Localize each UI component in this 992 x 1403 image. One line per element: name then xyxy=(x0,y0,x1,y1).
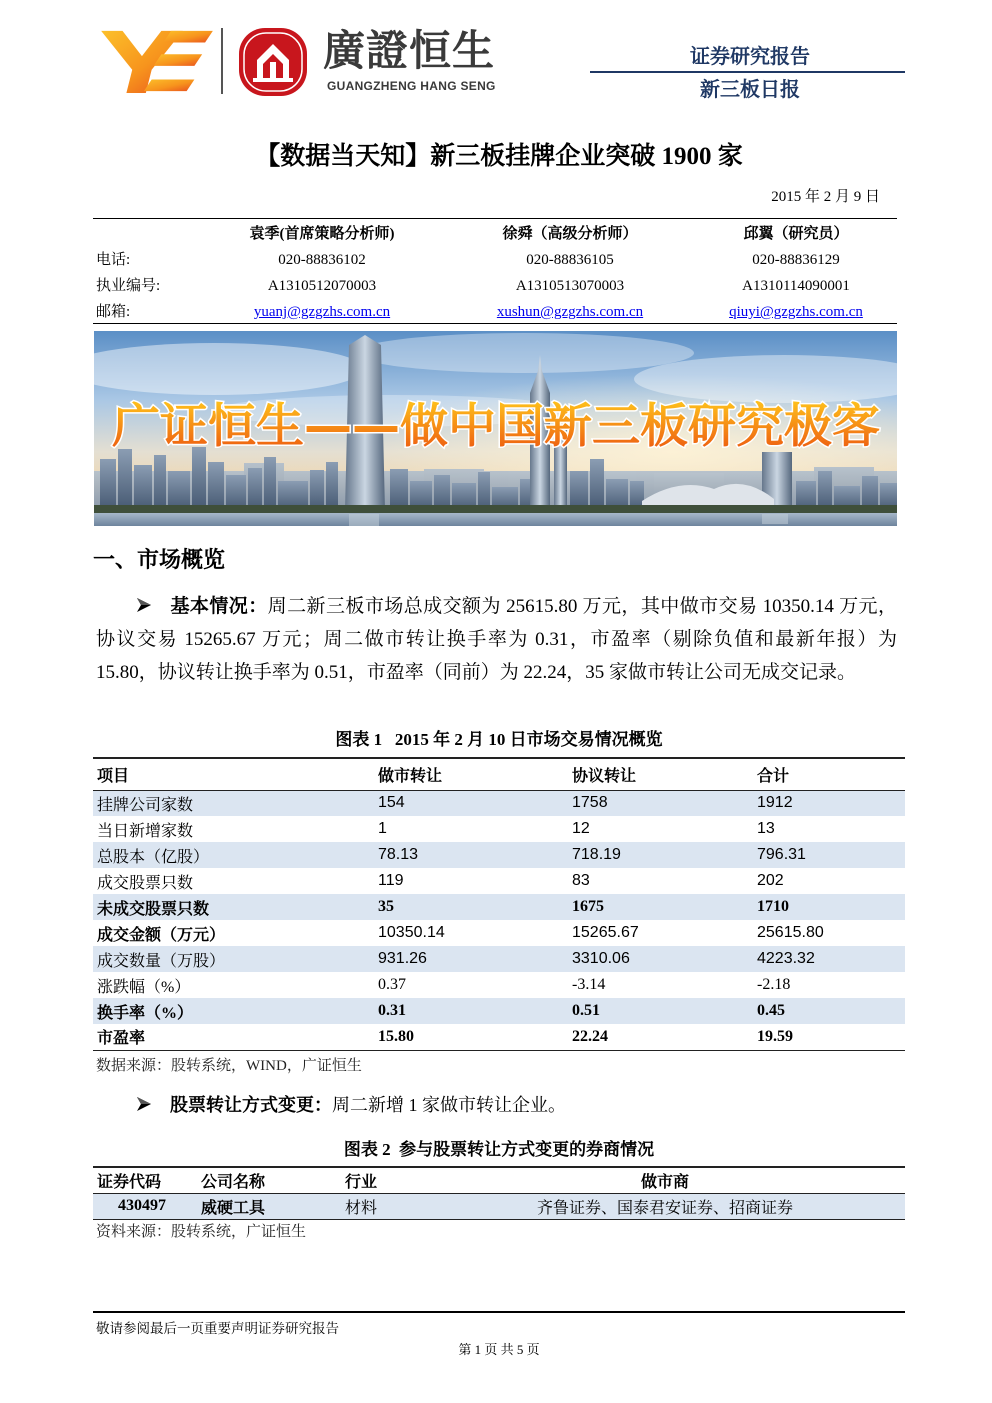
column-header: 合计 xyxy=(757,767,790,785)
email-cell xyxy=(460,299,680,325)
change-paragraph xyxy=(96,1090,897,1120)
market-making-cell: 154 xyxy=(378,794,405,812)
total-cell: 796.31 xyxy=(757,846,806,863)
row-label: 涨跌幅（%） xyxy=(97,978,191,996)
table2-caption: 图表 2 参与股票转让方式变更的券商情况 xyxy=(343,1140,655,1159)
table-row xyxy=(93,894,905,920)
market-making-cell: 1 xyxy=(378,820,387,837)
agreement-cell: 15265.67 xyxy=(572,924,639,941)
table-row xyxy=(93,1193,905,1219)
agreement-cell: 12 xyxy=(572,820,590,837)
arrow-bullet-icon xyxy=(136,591,152,607)
table-row xyxy=(93,946,905,972)
table2-source: 资料来源：股转系统，广证恒生 xyxy=(96,1224,307,1240)
market-making-cell: 0.31 xyxy=(378,1002,406,1019)
market-making-cell: 10350.14 xyxy=(378,924,445,941)
market-making-cell: 931.26 xyxy=(378,950,427,967)
row-label: 换手率（%） xyxy=(97,1004,194,1022)
section-heading: 一、市场概览 xyxy=(93,547,226,572)
logo-separator xyxy=(221,28,223,94)
analyst-phone: 020-88836129 xyxy=(752,252,840,268)
total-cell: 1912 xyxy=(757,794,793,812)
ye-logo-icon xyxy=(100,27,214,95)
banner-slogan: 广证恒生——做中国新三板研究极客 xyxy=(112,399,880,454)
page-number: 第 1 页 共 5 页 xyxy=(458,1342,540,1357)
logo-name-en: GUANGZHENG HANG SENG xyxy=(327,79,496,93)
banner-waterfront xyxy=(94,505,897,526)
row-label: 成交金额（万元） xyxy=(97,926,226,944)
table-row xyxy=(93,790,905,816)
analyst-email-link[interactable]: xushun@gzgzhs.com.cn xyxy=(496,304,644,320)
analyst-phone: 020-88836102 xyxy=(278,252,366,268)
total-cell: 1710 xyxy=(757,898,789,915)
column-header: 协议转让 xyxy=(572,767,637,785)
license-label: 执业编号: xyxy=(96,278,161,294)
seal-icon xyxy=(237,26,309,98)
total-cell: 25615.80 xyxy=(757,924,824,941)
analyst-license: A1310513070003 xyxy=(515,278,625,294)
analyst-phone: 020-88836105 xyxy=(526,252,614,268)
agreement-cell: 1675 xyxy=(572,898,604,915)
page-title: 【数据当天知】新三板挂牌企业突破 1900 家 xyxy=(255,143,743,170)
table-row xyxy=(93,920,905,946)
row-label: 未成交股票只数 xyxy=(97,900,210,918)
total-cell: 202 xyxy=(757,872,784,889)
table-row xyxy=(93,972,905,998)
phone-label: 电话: xyxy=(96,252,131,268)
table-row xyxy=(93,842,905,868)
arrow-bullet-icon xyxy=(136,1091,152,1107)
market-makers-cell: 齐鲁证券、国泰君安证券、招商证券 xyxy=(536,1199,793,1217)
table-row xyxy=(93,868,905,894)
email-cell xyxy=(212,299,432,325)
analyst-license: A1310114090001 xyxy=(742,278,850,294)
analyst-license: A1310512070003 xyxy=(267,278,377,294)
column-header: 行业 xyxy=(345,1173,378,1191)
analyst-email-link[interactable]: qiuyi@gzgzhs.com.cn xyxy=(729,304,863,320)
analyst-name: 袁季(首席策略分析师) xyxy=(249,226,395,242)
market-making-cell: 0.37 xyxy=(378,976,406,993)
agreement-cell: 22.24 xyxy=(572,1027,608,1045)
analyst-top-rule xyxy=(93,218,897,219)
row-label: 成交股票只数 xyxy=(97,874,194,892)
row-label: 成交数量（万股） xyxy=(97,952,226,970)
market-overview-table xyxy=(93,757,905,1051)
row-label: 挂牌公司家数 xyxy=(97,796,194,814)
overview-paragraph xyxy=(96,590,897,689)
report-date: 2015 年 2 月 9 日 xyxy=(771,189,880,205)
security-code-cell: 430497 xyxy=(118,1197,166,1214)
column-header: 项目 xyxy=(97,767,130,785)
total-cell: 19.59 xyxy=(757,1027,793,1045)
market-making-cell: 119 xyxy=(378,872,404,889)
change-text: 周二新增 1 家做市转让企业。 xyxy=(332,1095,566,1115)
total-cell: 13 xyxy=(757,820,775,837)
market-making-cell: 15.80 xyxy=(378,1027,414,1045)
footer-notice: 敬请参阅最后一页重要声明证券研究报告 xyxy=(96,1321,339,1336)
agreement-cell: -3.14 xyxy=(572,976,606,993)
analyst-email-link[interactable]: yuanj@gzgzhs.com.cn xyxy=(253,304,391,320)
agreement-cell: 0.51 xyxy=(572,1002,600,1019)
market-making-cell: 78.13 xyxy=(378,846,419,863)
email-cell xyxy=(686,299,906,325)
overview-label: 基本情况： xyxy=(170,596,268,617)
column-header: 做市商 xyxy=(640,1173,689,1191)
agreement-cell: 3310.06 xyxy=(572,950,630,967)
table1-caption: 图表 1 2015 年 2 月 10 日市场交易情况概览 xyxy=(335,730,663,749)
table-header-row xyxy=(93,758,905,790)
company-name-cell: 威硬工具 xyxy=(201,1199,266,1217)
agreement-cell: 83 xyxy=(572,872,590,889)
column-header: 证券代码 xyxy=(97,1173,162,1191)
broker-change-table xyxy=(93,1166,905,1220)
overview-text: 周二新三板市场总成交额为 25615.80 万元，其中做市交易 10350.14 万元，协议交易 15265.67 万元；周二做市转让换手率为 0.31，市盈率（剔除负值和最新年报）为 15.80，协议转让换手率为 0.51，市盈率（同前）为 22.24，35 家做市转让公司无成交记录。 xyxy=(96,596,897,683)
table-row xyxy=(93,1024,905,1050)
table-row xyxy=(93,998,905,1024)
total-cell: 0.45 xyxy=(757,1002,785,1019)
market-making-cell: 35 xyxy=(378,898,394,915)
report-series: 新三板日报 xyxy=(700,79,800,101)
banner-image xyxy=(94,331,897,526)
logo-name-cn: 廣證恒生 xyxy=(323,27,496,74)
table-row xyxy=(93,816,905,842)
change-label: 股票转让方式变更： xyxy=(170,1095,332,1115)
row-label: 总股本（亿股） xyxy=(97,848,210,866)
analyst-name: 邱翼（研究员） xyxy=(743,226,849,242)
table-header-row xyxy=(93,1167,905,1193)
report-type: 证券研究报告 xyxy=(690,46,810,68)
industry-cell: 材料 xyxy=(345,1199,378,1217)
column-header: 做市转让 xyxy=(378,767,443,785)
analyst-bottom-rule xyxy=(93,323,897,324)
table1-source: 数据来源：股转系统，WIND，广证恒生 xyxy=(96,1058,362,1074)
row-label: 市盈率 xyxy=(97,1030,146,1048)
header-rule xyxy=(590,71,905,73)
row-label: 当日新增家数 xyxy=(97,822,194,840)
email-label: 邮箱: xyxy=(96,304,131,320)
analyst-name: 徐舜（高级分析师） xyxy=(502,226,638,242)
total-cell: 4223.32 xyxy=(757,950,815,967)
agreement-cell: 718.19 xyxy=(572,846,621,863)
column-header: 公司名称 xyxy=(201,1173,266,1191)
footer-rule xyxy=(93,1311,905,1313)
total-cell: -2.18 xyxy=(757,976,791,993)
agreement-cell: 1758 xyxy=(572,794,608,812)
